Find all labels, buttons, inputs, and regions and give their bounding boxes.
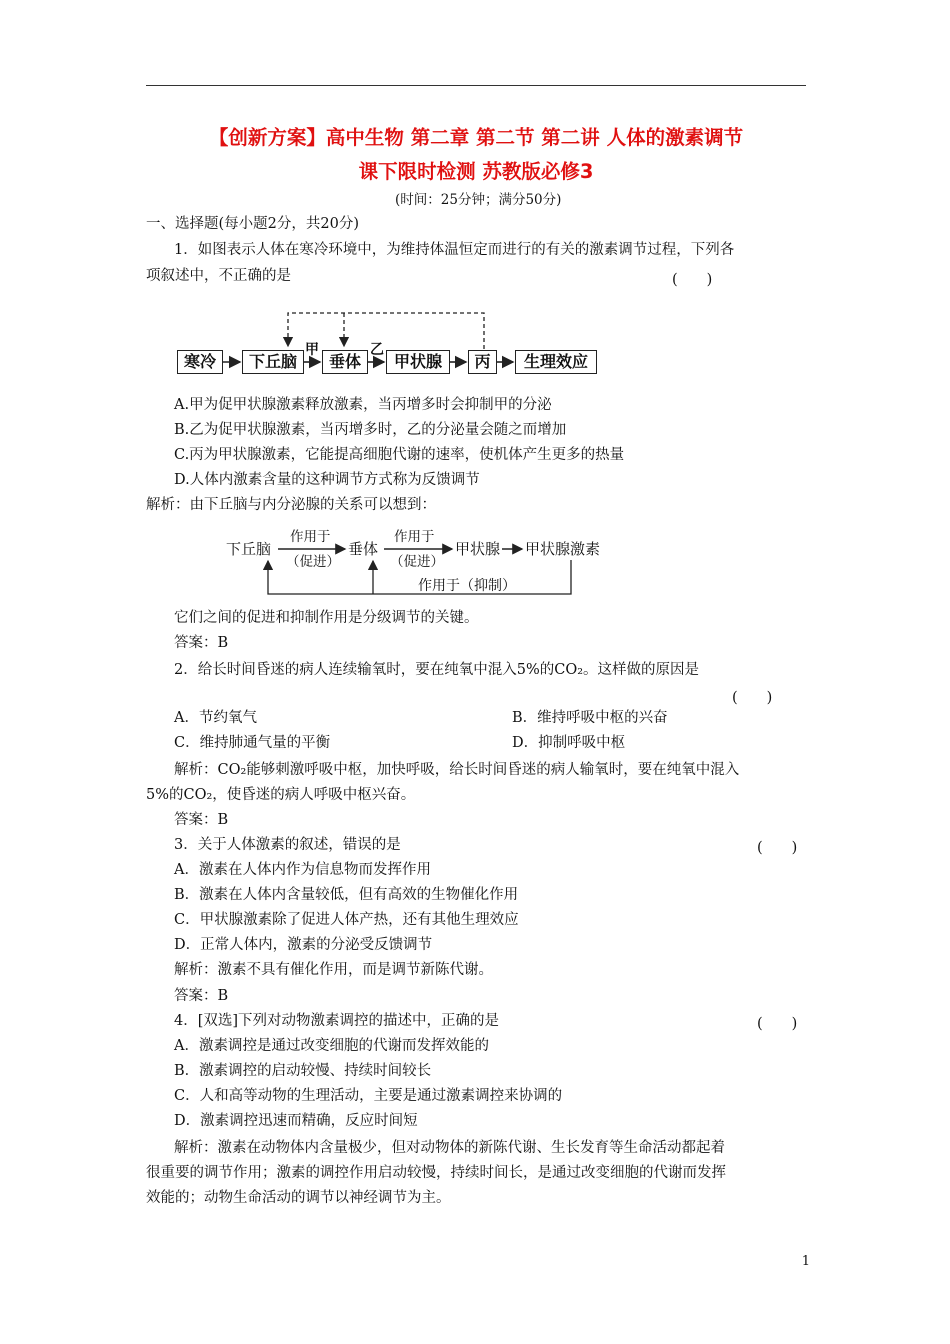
- q3-analysis: 解析：激素不具有催化作用，而是调节新陈代谢。: [174, 962, 493, 978]
- q4-analysis-line1: 解析：激素在动物体内含量极少，但对动物体的新陈代谢、生长发育等生命活动都起着: [174, 1140, 725, 1156]
- box-bing: 丙: [468, 350, 497, 374]
- q3-answer-blank: ( ): [757, 840, 798, 856]
- q1-option-b: B.乙为促甲状腺激素，当丙增多时，乙的分泌量会随之而增加: [174, 422, 567, 438]
- ad-promote2: （促进）: [390, 554, 444, 570]
- q2-answer-blank: ( ): [732, 690, 773, 706]
- box-physiological-effect: 生理效应: [515, 350, 597, 374]
- q2-option-a: A．节约氧气: [174, 710, 257, 726]
- ad-thyroid: 甲状腺: [455, 540, 501, 558]
- q4-answer-blank: ( ): [757, 1016, 798, 1032]
- q4-analysis-line2: 很重要的调节作用；激素的调控作用启动较慢，持续时间长，是通过改变细胞的代谢而发挥: [146, 1165, 726, 1181]
- analysis-diagram-arrows: [0, 0, 950, 620]
- q2-analysis-line1: 解析：CO₂能够刺激呼吸中枢，加快呼吸，给长时间昏迷的病人输氧时，要在纯氧中混入: [174, 762, 740, 778]
- q4-option-a: A．激素调控是通过改变细胞的代谢而发挥效能的: [174, 1038, 489, 1054]
- q1-answer-blank: ( ): [672, 272, 713, 288]
- ad-hypothalamus: 下丘脑: [226, 540, 272, 558]
- q1-analysis-2: 它们之间的促进和抑制作用是分级调节的关键。: [174, 610, 479, 626]
- box-hypothalamus: 下丘脑: [242, 350, 304, 374]
- section-heading: 一、选择题(每小题2分，共20分): [146, 216, 359, 232]
- q4-option-c: C．人和高等动物的生理活动，主要是通过激素调控来协调的: [174, 1088, 563, 1104]
- ad-promote1: （促进）: [286, 554, 340, 570]
- ad-act1: 作用于: [290, 529, 331, 545]
- q1-analysis: 解析：由下丘脑与内分泌腺的关系可以想到：: [146, 497, 436, 513]
- q1-option-a: A.甲为促甲状腺激素释放激素，当丙增多时会抑制甲的分泌: [174, 397, 552, 413]
- q4-analysis-line3: 效能的；动物生命活动的调节以神经调节为主。: [146, 1190, 451, 1206]
- label-yi: 乙: [370, 342, 384, 358]
- box-cold: 寒冷: [177, 350, 223, 374]
- page-number: 1: [801, 1254, 810, 1269]
- q2-stem: 2．给长时间昏迷的病人连续输氧时，要在纯氧中混入5%的CO₂。这样做的原因是: [174, 662, 700, 678]
- box-pituitary: 垂体: [322, 350, 368, 374]
- title-line-1: 【创新方案】高中生物 第二章 第二节 第二讲 人体的激素调节: [208, 126, 744, 149]
- ad-pituitary: 垂体: [348, 540, 379, 558]
- q1-stem-line2: 项叙述中，不正确的是: [146, 268, 291, 284]
- q1-option-d: D.人体内激素含量的这种调节方式称为反馈调节: [174, 472, 480, 488]
- q2-analysis-line2: 5%的CO₂，使昏迷的病人呼吸中枢兴奋。: [146, 787, 416, 803]
- q3-option-b: B．激素在人体内含量较低，但有高效的生物催化作用: [174, 887, 519, 903]
- ad-thyroid-hormone: 甲状腺激素: [525, 540, 601, 558]
- q4-option-b: B．激素调控的启动较慢、持续时间较长: [174, 1063, 432, 1079]
- q3-answer: 答案：B: [174, 988, 229, 1004]
- ad-act2: 作用于: [394, 529, 435, 545]
- q4-stem: 4．[双选]下列对动物激素调控的描述中，正确的是: [174, 1013, 500, 1029]
- q3-stem: 3．关于人体激素的叙述，错误的是: [174, 837, 401, 853]
- ad-inhibit: 作用于（抑制）: [418, 578, 516, 594]
- q4-option-d: D．激素调控迅速而精确，反应时间短: [174, 1113, 418, 1129]
- box-thyroid: 甲状腺: [386, 350, 450, 374]
- label-jia: 甲: [305, 342, 319, 358]
- q3-option-d: D．正常人体内，激素的分泌受反馈调节: [174, 937, 433, 953]
- q3-option-a: A．激素在人体内作为信息物而发挥作用: [174, 862, 431, 878]
- q1-stem-line1: 1．如图表示人体在寒冷环境中，为维持体温恒定而进行的有关的激素调节过程，下列各: [174, 242, 735, 258]
- q1-option-c: C.丙为甲状腺激素，它能提高细胞代谢的速率，使机体产生更多的热量: [174, 447, 625, 463]
- title-line-2: 课下限时检测 苏教版必修3: [358, 160, 594, 183]
- time-note: (时间：25分钟；满分50分): [395, 192, 562, 208]
- q2-option-b: B．维持呼吸中枢的兴奋: [512, 710, 668, 726]
- q1-answer: 答案：B: [174, 635, 229, 651]
- q2-answer: 答案：B: [174, 812, 229, 828]
- q2-option-d: D．抑制呼吸中枢: [512, 735, 626, 751]
- q2-option-c: C．维持肺通气量的平衡: [174, 735, 331, 751]
- q3-option-c: C．甲状腺激素除了促进人体产热，还有其他生理效应: [174, 912, 519, 928]
